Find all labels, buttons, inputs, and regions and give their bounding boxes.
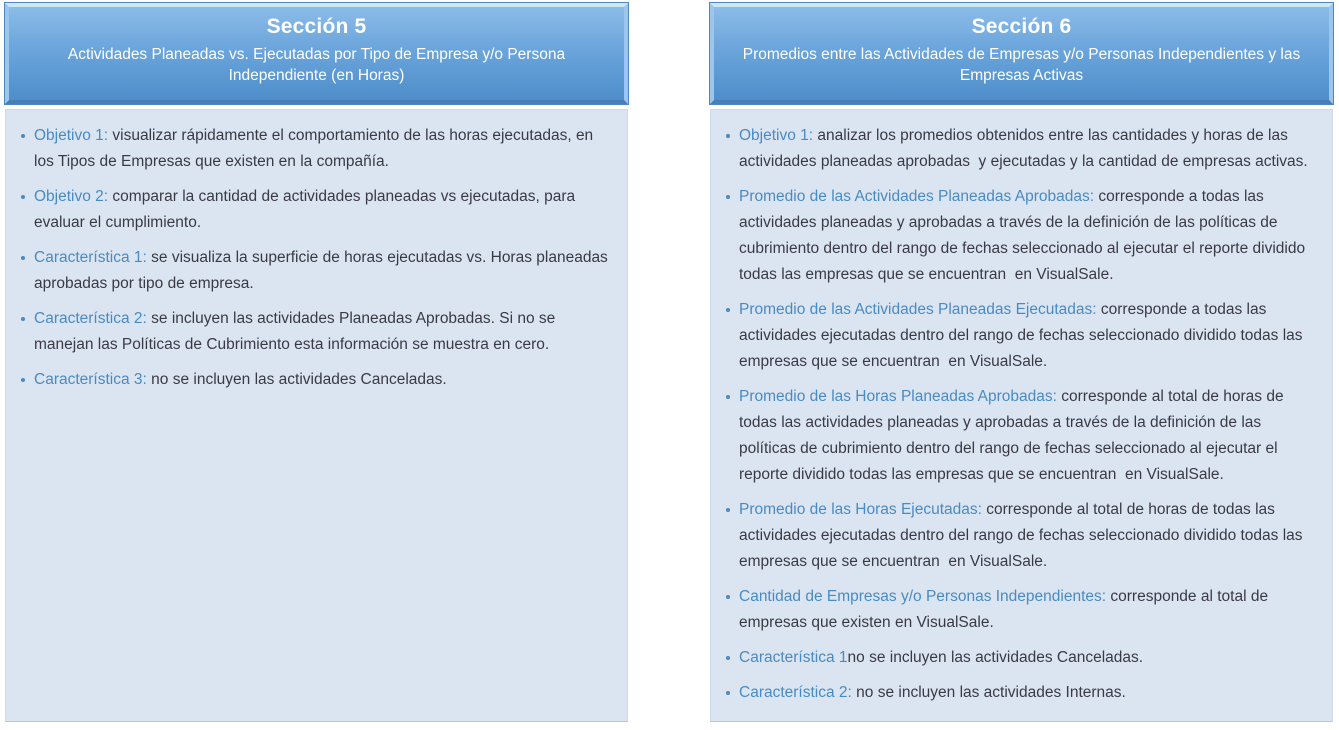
bullet-label: Promedio de las Horas Ejecutadas: (739, 501, 982, 518)
bullet-label: Objetivo 2: (34, 188, 109, 205)
bullet-item (721, 584, 1316, 636)
bullet-label: Característica 2: (34, 310, 147, 327)
section-5-panel (5, 3, 628, 730)
section-6-body (710, 109, 1333, 722)
section-title: Sección 6 (971, 15, 1072, 38)
bullet-label: Característica 3: (34, 371, 147, 388)
bullet-icon (726, 395, 730, 399)
bullet-item (721, 497, 1316, 575)
section-5-body (5, 109, 628, 722)
bullet-item (16, 245, 611, 297)
bullet-label: Característica 1 (739, 649, 848, 666)
bullet-text: visualizar rápidamente el comportamiento de las horas ejecutadas, en los Tipos de Empresas que existen en la compañía. (34, 127, 598, 170)
bullet-label: Promedio de las Actividades Planeadas Aprobadas: (739, 188, 1095, 205)
bullet-item (721, 184, 1316, 288)
bullet-label: Objetivo 1: (34, 127, 109, 144)
bullet-text: corresponde a todas las actividades planeadas y aprobadas a través de la definición de las políticas de cubrimiento dentro del rango de fechas seleccionado al ejecutar el reporte dividido todas las empresas que se encuentran en VisualSale. (739, 188, 1310, 283)
bullet-text: no se incluyen las actividades Canceladas. (847, 649, 1144, 666)
bullet-item (721, 123, 1316, 175)
section-subtitle: Actividades Planeadas vs. Ejecutadas por Tipo de Empresa y/o Persona Independiente (en Horas) (67, 46, 566, 84)
bullet-icon (726, 195, 730, 199)
bullet-text: se visualiza la superficie de horas ejecutadas vs. Horas planeadas aprobadas por tipo de empresa. (34, 249, 613, 292)
bullet-icon (726, 656, 730, 660)
bullet-icon (726, 508, 730, 512)
section-subtitle: Promedios entre las Actividades de Empresas y/o Personas Independientes y las Empresas Activas (742, 46, 1301, 84)
bullet-text: corresponde a todas las actividades ejecutadas dentro del rango de fechas seleccionado dividido todas las empresas que se encuentran en VisualSale. (739, 301, 1307, 370)
bullet-icon (726, 595, 730, 599)
section-6-panel (710, 3, 1333, 730)
bullet-text: corresponde al total de horas de todas las actividades ejecutadas dentro del rango de fechas seleccionado dividido todas las empresas que se encuentran en VisualSale. (739, 501, 1307, 570)
bullet-text: comparar la cantidad de actividades planeadas vs ejecutadas, para evaluar el cumplimiento. (34, 188, 580, 231)
bullet-item (721, 384, 1316, 488)
bullet-text: no se incluyen las actividades Canceladas. (146, 371, 447, 388)
bullet-text: no se incluyen las actividades Internas. (851, 684, 1126, 701)
bullet-item (16, 184, 611, 236)
bullet-label: Característica 2: (739, 684, 852, 701)
section-title: Sección 5 (266, 15, 367, 38)
section-5-header (5, 3, 628, 104)
bullet-icon (21, 378, 25, 382)
bullet-label: Característica 1: (34, 249, 147, 266)
bullet-item (16, 123, 611, 175)
bullet-text: corresponde al total de empresas que existen en VisualSale. (739, 588, 1273, 631)
bullet-item (721, 680, 1316, 706)
bullet-icon (726, 134, 730, 138)
bullet-item (16, 306, 611, 358)
bullet-icon (726, 691, 730, 695)
section-6-header (710, 3, 1333, 104)
bullet-item (721, 645, 1316, 671)
bullet-icon (21, 195, 25, 199)
bullet-label: Promedio de las Actividades Planeadas Ejecutadas: (739, 301, 1097, 318)
bullet-label: Cantidad de Empresas y/o Personas Independientes: (739, 588, 1107, 605)
bullet-icon (21, 256, 25, 260)
bullet-text: corresponde al total de horas de todas las actividades planeadas y aprobadas a través de la definición de las políticas de cubrimiento dentro del rango de fechas seleccionado al ejecutar el reporte dividido todas las empresas que se encuentran en VisualSale. (739, 388, 1288, 483)
bullet-label: Objetivo 1: (739, 127, 814, 144)
bullet-label: Promedio de las Horas Planeadas Aprobadas: (739, 388, 1057, 405)
bullet-icon (21, 134, 25, 138)
bullet-text: analizar los promedios obtenidos entre las cantidades y horas de las actividades planeadas aprobadas y ejecutadas y la cantidad de empresas activas. (739, 127, 1308, 170)
bullet-item (721, 297, 1316, 375)
bullet-item (16, 367, 611, 393)
bullet-icon (21, 317, 25, 321)
bullet-text: se incluyen las actividades Planeadas Aprobadas. Si no se manejan las Políticas de Cubrimiento esta información se muestra en cero. (34, 310, 560, 353)
bullet-icon (726, 308, 730, 312)
